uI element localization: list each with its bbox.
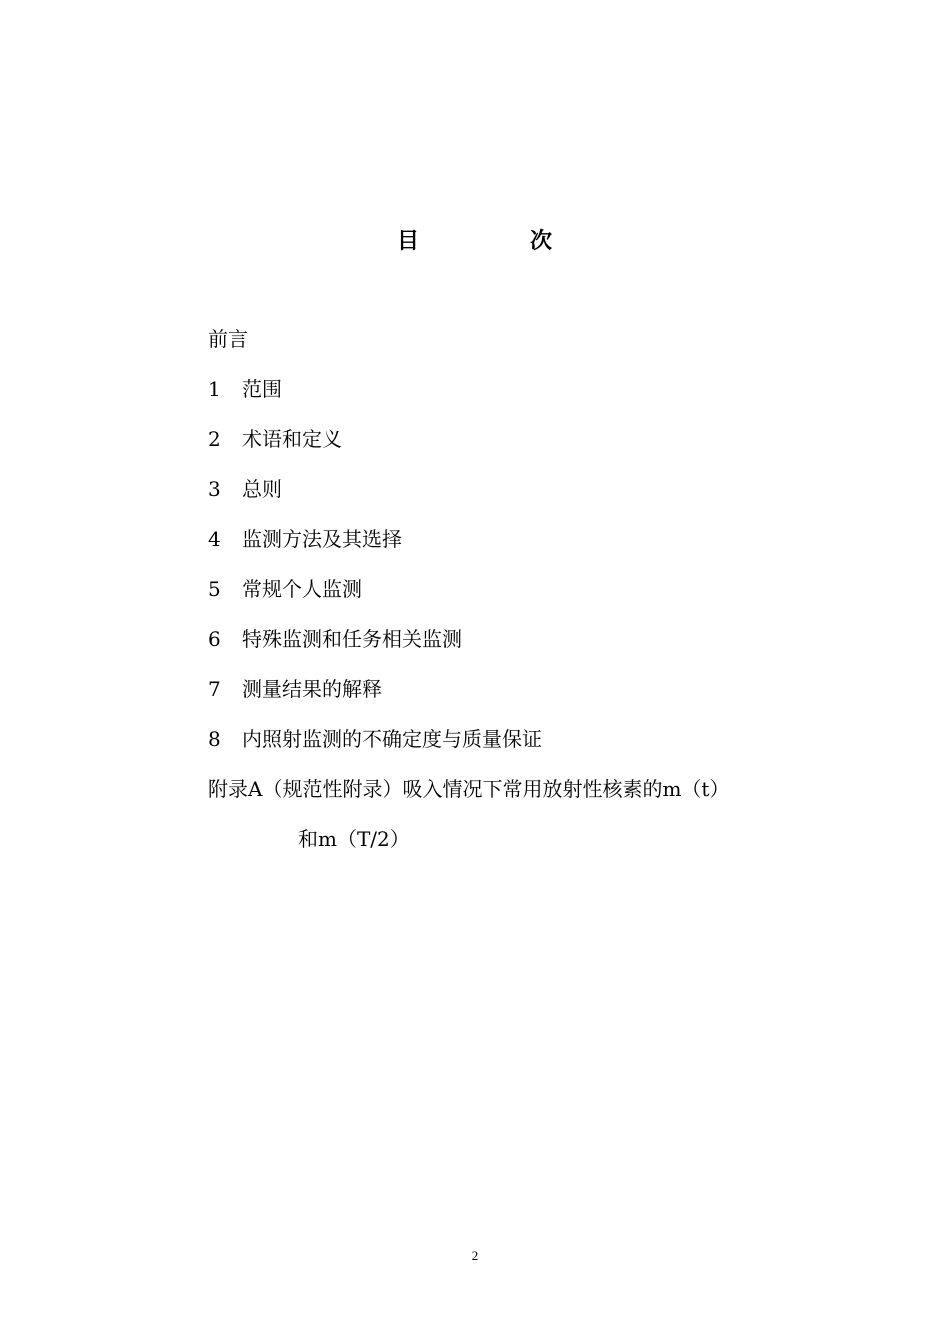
toc-entry-label: 监测方法及其选择 xyxy=(242,527,402,551)
toc-entry-number: 8 xyxy=(208,727,221,751)
toc-entry-label: 范围 xyxy=(242,377,282,401)
toc-entry-4 xyxy=(208,522,848,572)
toc-entry-number: 7 xyxy=(208,677,221,701)
toc-entry-7 xyxy=(208,672,848,722)
toc-entry-label: 术语和定义 xyxy=(242,427,342,451)
toc-entry-8 xyxy=(208,722,848,772)
toc-entry-1 xyxy=(208,372,848,422)
toc-entry-number: 3 xyxy=(208,477,221,501)
toc-entry-label: 常规个人监测 xyxy=(242,577,362,601)
table-of-contents xyxy=(208,322,848,851)
toc-title-char-2: 次 xyxy=(530,229,553,254)
page-number: 2 xyxy=(471,1248,479,1263)
toc-entry-6 xyxy=(208,622,848,672)
toc-entry-label: 总则 xyxy=(242,477,282,501)
toc-entry-2 xyxy=(208,422,848,472)
toc-entry-5 xyxy=(208,572,848,622)
toc-entry-number: 1 xyxy=(208,377,221,401)
toc-entry-number: 4 xyxy=(208,527,221,551)
toc-title xyxy=(0,224,950,256)
toc-entry-number: 6 xyxy=(208,627,221,651)
toc-entry-label: 测量结果的解释 xyxy=(242,677,382,701)
toc-entry-label: 前言 xyxy=(208,327,248,351)
toc-title-char-1: 目 xyxy=(397,229,420,254)
toc-entry-label: 特殊监测和任务相关监测 xyxy=(242,627,462,651)
toc-appendix-line-2: 和m（T/2） xyxy=(298,827,410,851)
toc-entry-number: 2 xyxy=(208,427,221,451)
toc-entry-3 xyxy=(208,472,848,522)
toc-entry-appendix-a xyxy=(208,772,848,851)
toc-entry-label: 内照射监测的不确定度与质量保证 xyxy=(242,727,542,751)
toc-appendix-line-1: 附录A（规范性附录）吸入情况下常用放射性核素的m（t） xyxy=(208,777,730,801)
toc-entry-preface xyxy=(208,322,848,372)
toc-entry-number: 5 xyxy=(208,577,221,601)
